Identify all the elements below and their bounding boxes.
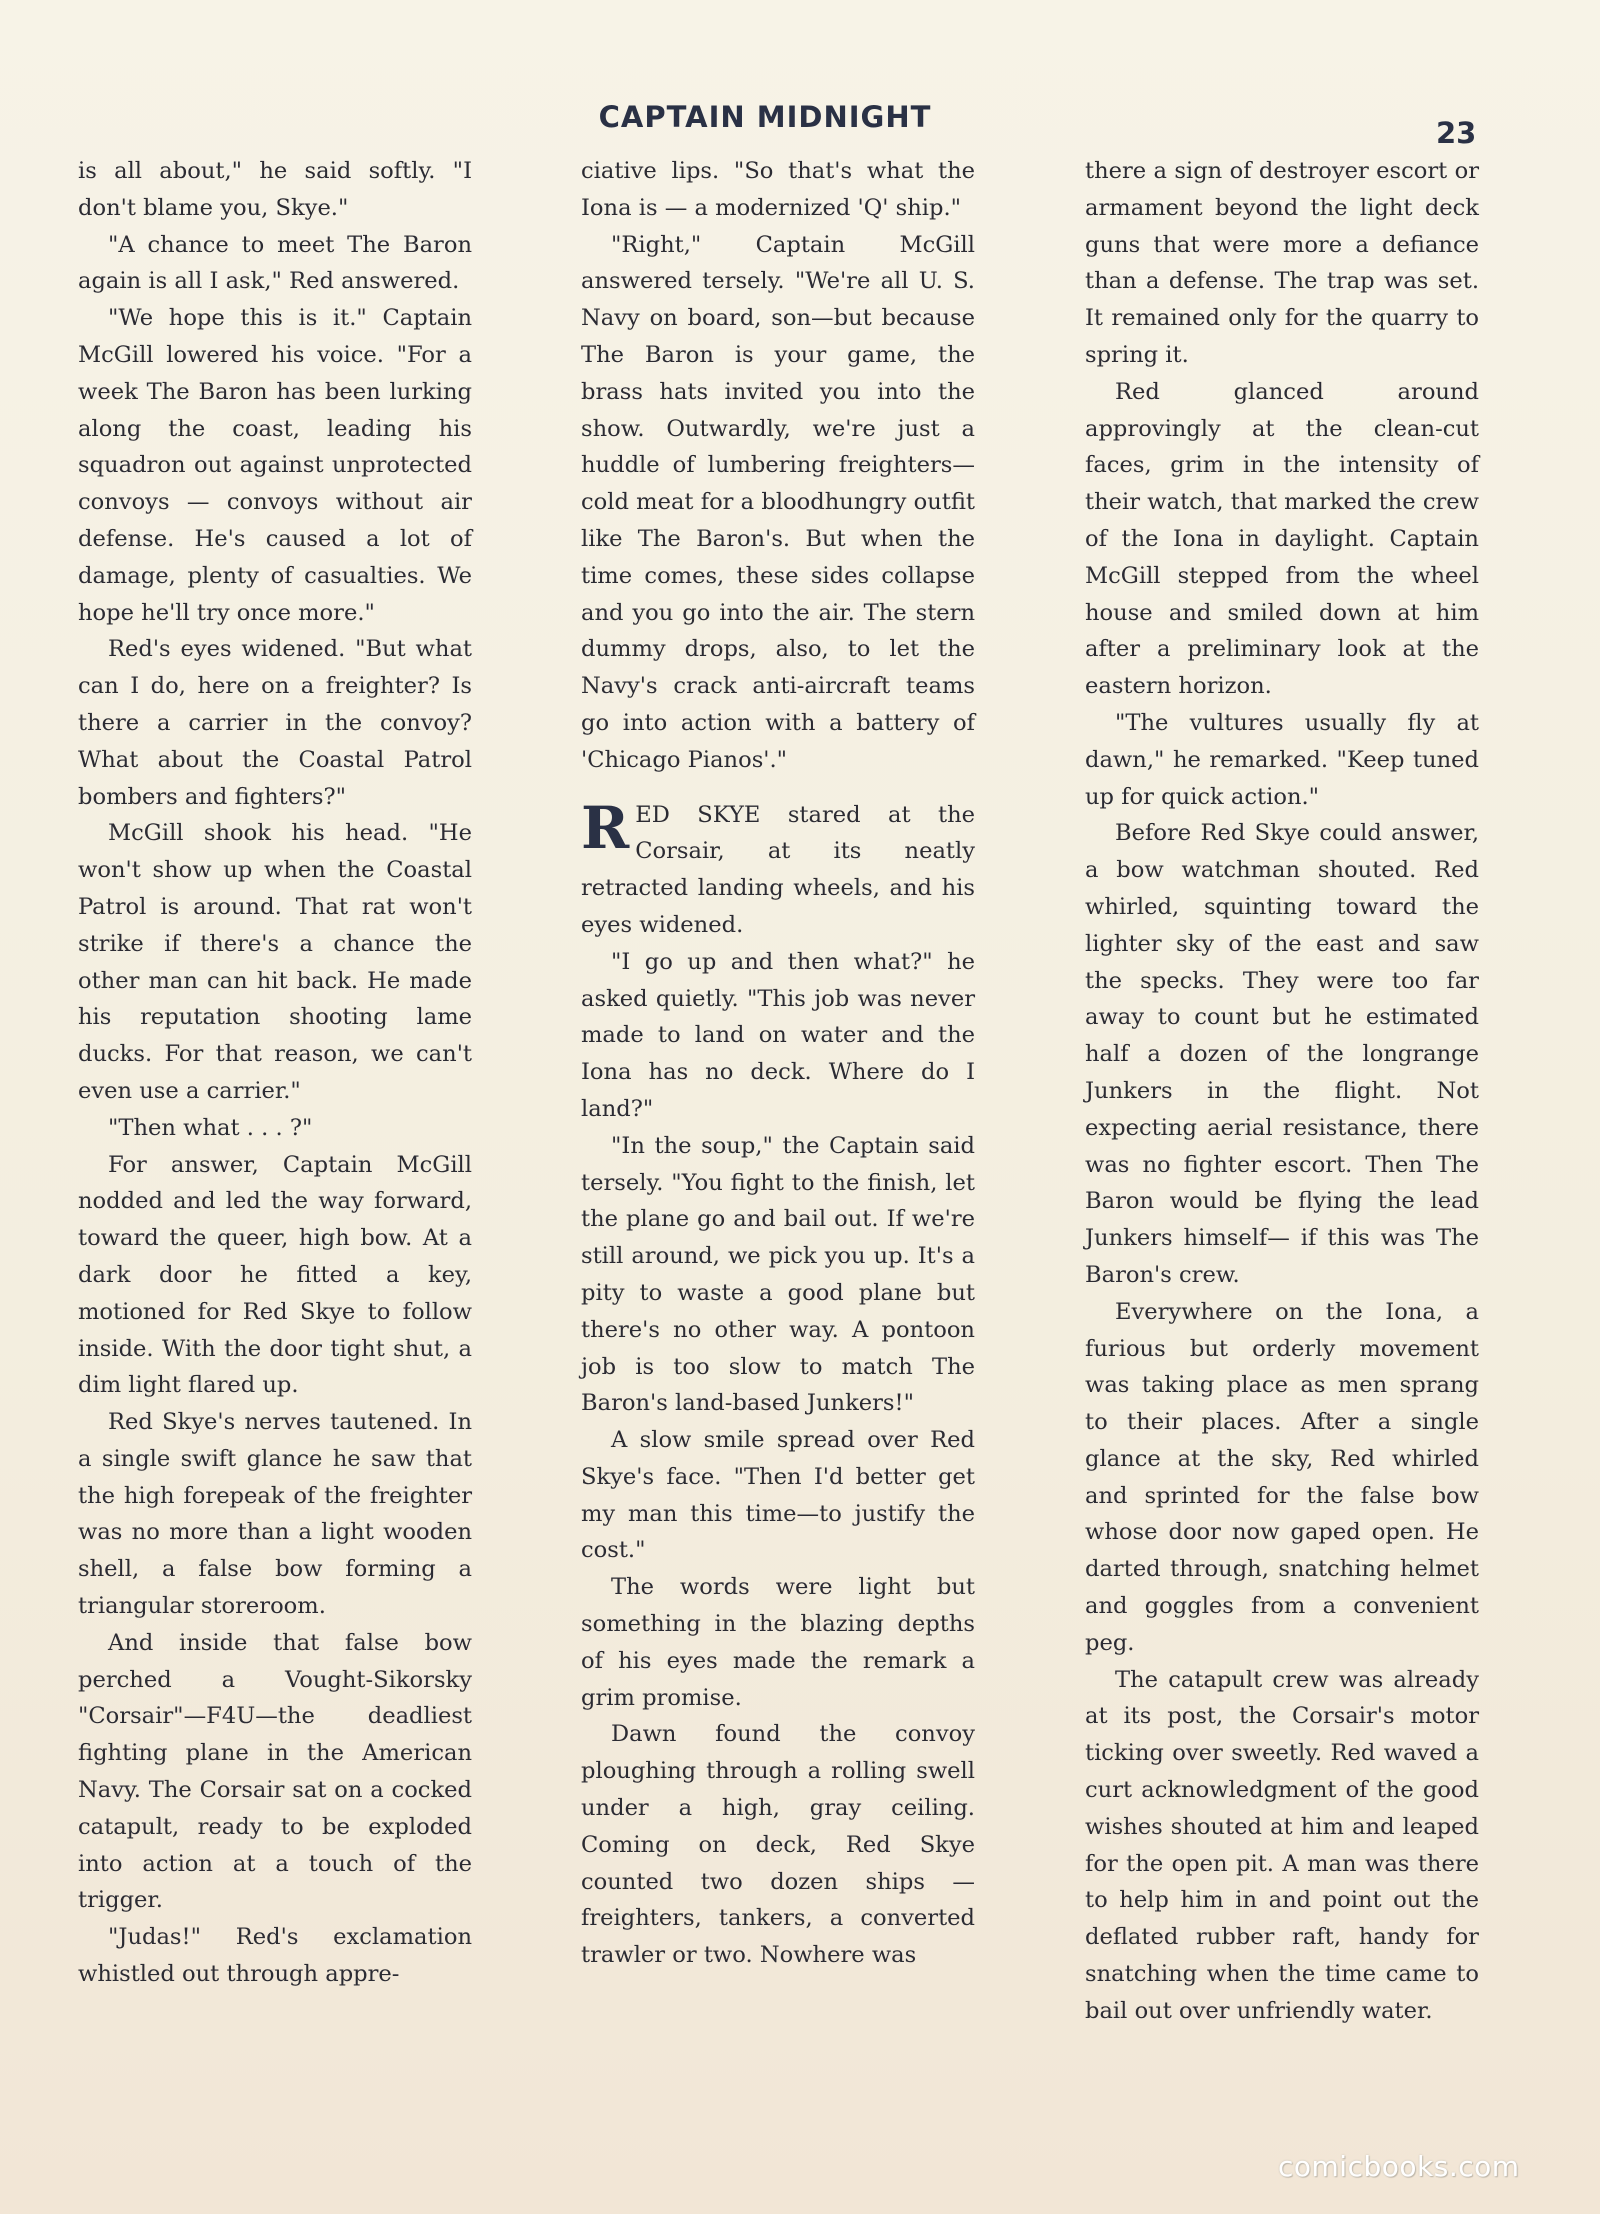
paragraph: The words were light but something in the blazing depths of his eyes made the remark a grim promise.: [581, 1574, 975, 1711]
paragraph: "A chance to meet The Baron again is all I ask," Red answered.: [78, 231, 472, 295]
paragraph: "Then what . . . ?": [108, 1114, 313, 1141]
section-opening-paragraph: [581, 793, 975, 944]
drop-cap: R: [581, 793, 630, 862]
text-column-1: [78, 153, 472, 1993]
paragraph: ciative lips. "So that's what the Iona is — a modernized 'Q' ship.": [581, 158, 975, 221]
running-head-title: CAPTAIN MIDNIGHT: [598, 100, 932, 134]
paragraph: "Judas!" Red's exclamation whistled out through appre-: [78, 1924, 472, 1988]
paragraph: "In the soup," the Captain said tersely. "You fight to the finish, let the plane go and bail out. If we're still around, we pick you up. It's a pity to waste a good plane but there's no other way. A pontoon job is too slow to match The Baron's land-based Junkers!": [581, 1132, 975, 1417]
text-column-2: [581, 153, 975, 1974]
paragraph: And inside that false bow perched a Vought-Sikorsky "Corsair"—F4U—the deadliest fighting plane in the American Navy. The Corsair sat on a cocked catapult, ready to be exploded into action at a touch of the trigger.: [78, 1629, 472, 1914]
page-number: 23: [1436, 116, 1477, 150]
paragraph: "We hope this is it." Captain McGill lowered his voice. "For a week The Baron has been lurking along the coast, leading his squadron out against unprotected convoys — convoys without air defense. He's caused a lot of damage, plenty of casualties. We hope he'll try once more.": [78, 305, 472, 626]
paragraph: "The vultures usually fly at dawn," he remarked. "Keep tuned up for quick action.": [1085, 709, 1479, 810]
paragraph: "Right," Captain McGill answered tersely. "We're all U. S. Navy on board, son—but because The Baron is your game, the brass hats invited you into the show. Outwardly, we're just a huddle of lumbering freighters—cold meat for a bloodhungry outfit like The Baron's. But when the time comes, these sides collapse and you go into the air. The stern dummy drops, also, to let the Navy's crack anti-aircraft teams go into action with a battery of 'Chicago Pianos'.": [581, 231, 975, 773]
paragraph: Red glanced around approvingly at the clean-cut faces, grim in the intensity of their watch, that marked the crew of the Iona in daylight. Captain McGill stepped from the wheel house and smiled down at him after a preliminary look at the eastern horizon.: [1085, 378, 1479, 700]
section-opening-text: ED SKYE stared at the Corsair, at its neatly retracted landing wheels, and his eyes widened.: [581, 801, 975, 938]
paragraph: For answer, Captain McGill nodded and led the way forward, toward the queer, high bow. At a dark door he fitted a key, motioned for Red Skye to follow inside. With the door tight shut, a dim light flared up.: [78, 1151, 472, 1399]
paragraph: Red's eyes widened. "But what can I do, here on a freighter? Is there a carrier in the convoy? What about the Coastal Patrol bombers and fighters?": [78, 636, 472, 810]
paragraph: A slow smile spread over Red Skye's face. "Then I'd better get my man this time—to justify the cost.": [581, 1427, 975, 1564]
paragraph: there a sign of destroyer escort or armament beyond the light deck guns that were more a defiance than a defense. The trap was set. It remained only for the quarry to spring it.: [1085, 158, 1479, 368]
paragraph: Dawn found the convoy ploughing through a rolling swell under a high, gray ceiling. Coming on deck, Red Skye counted two dozen ships — freighters, tankers, a converted trawler or two. Nowhere was: [581, 1721, 975, 1969]
text-column-3: [1085, 153, 1479, 2030]
paragraph: is all about," he said softly. "I don't blame you, Skye.": [78, 158, 472, 221]
paragraph: Everywhere on the Iona, a furious but orderly movement was taking place as men sprang to their places. After a single glance at the sky, Red whirled and sprinted for the false bow whose door now gaped open. He darted through, snatching helmet and goggles from a convenient peg.: [1085, 1298, 1479, 1656]
paragraph: "I go up and then what?" he asked quietly. "This job was never made to land on water and the Iona has no deck. Where do I land?": [581, 948, 975, 1122]
paragraph: Before Red Skye could answer, a bow watchman shouted. Red whirled, squinting toward the lighter sky of the east and saw the specks. They were too far away to count but he estimated half a dozen of the longrange Junkers in the flight. Not expecting aerial resistance, there was no fighter escort. Then The Baron would be flying the lead Junkers himself— if this was The Baron's crew.: [1085, 820, 1479, 1288]
watermark-text: comicbooks.com: [1278, 2150, 1520, 2183]
paragraph: McGill shook his head. "He won't show up when the Coastal Patrol is around. That rat won't strike if there's a chance the other man can hit back. He made his reputation shooting lame ducks. For that reason, we can't even use a carrier.": [78, 820, 472, 1104]
paragraph: Red Skye's nerves tautened. In a single swift glance he saw that the high forepeak of the freighter was no more than a light wooden shell, a false bow forming a triangular storeroom.: [78, 1409, 472, 1620]
paragraph: The catapult crew was already at its post, the Corsair's motor ticking over sweetly. Red waved a curt acknowledgment of the good wishes shouted at him and leaped for the open pit. A man was there to help him in and point out the deflated rubber raft, handy for snatching when the time came to bail out over unfriendly water.: [1085, 1666, 1479, 2024]
